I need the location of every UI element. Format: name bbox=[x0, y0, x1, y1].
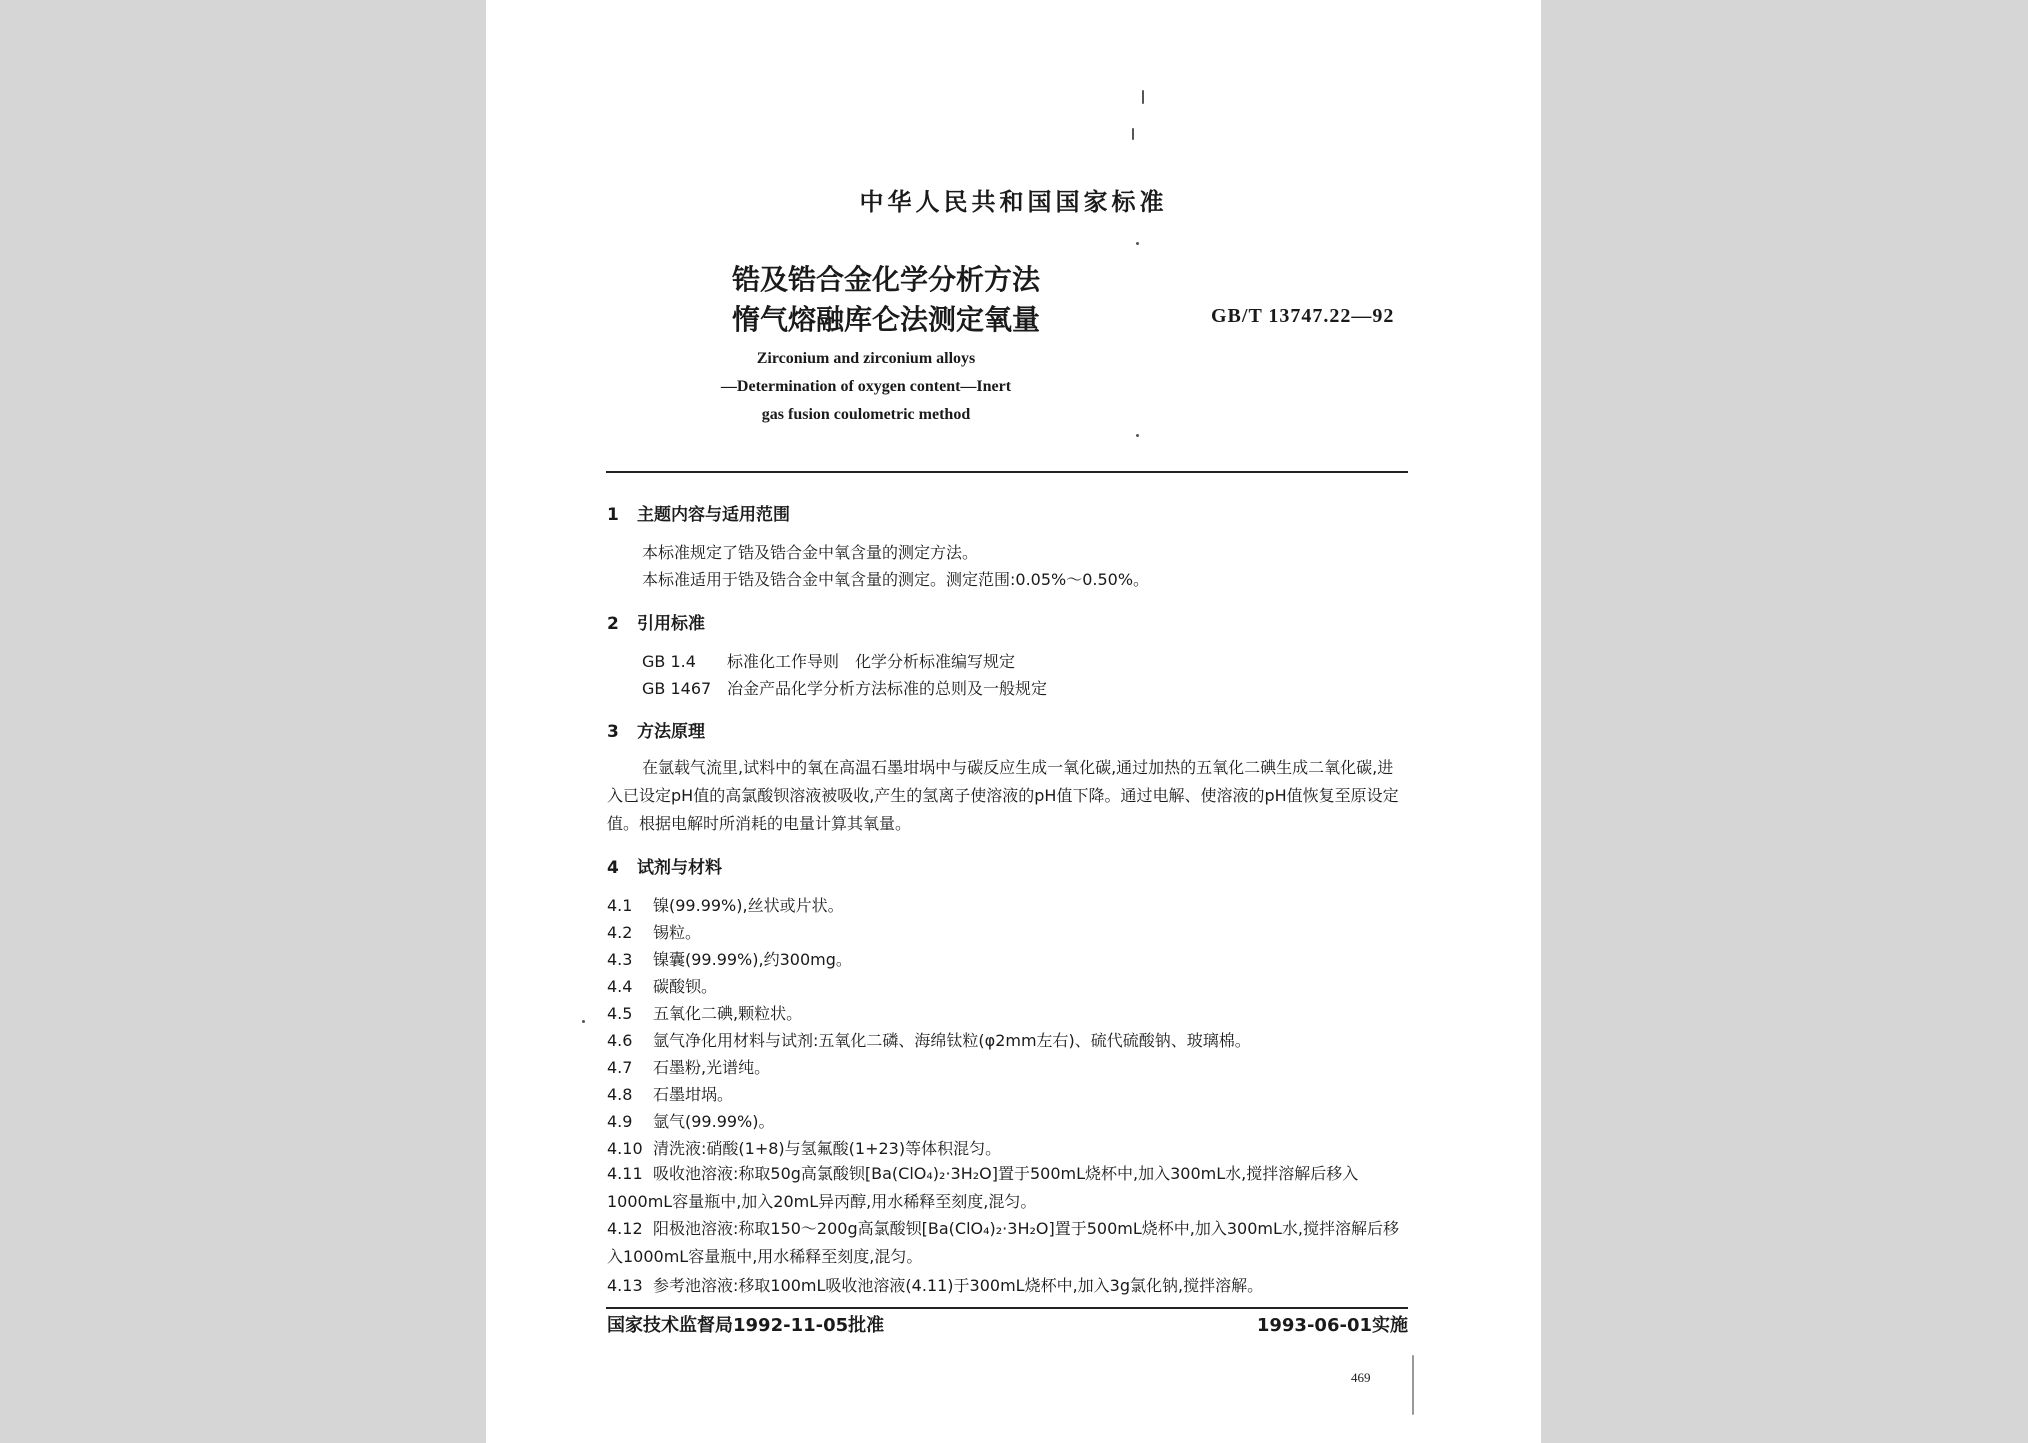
reference-text: 标准化工作导则 化学分析标准编写规定 bbox=[727, 652, 1016, 671]
page-number: 469 bbox=[1351, 1370, 1371, 1385]
item-text: 氩气(99.99%)。 bbox=[653, 1112, 775, 1131]
implementation-date: 1993-06-01实施 bbox=[1256, 1315, 1408, 1336]
item-text: 镍囊(99.99%),约300mg。 bbox=[653, 950, 852, 969]
list-item bbox=[607, 1082, 733, 1105]
item-number: 4.13 bbox=[607, 1276, 643, 1295]
reference-text: 冶金产品化学分析方法标准的总则及一般规定 bbox=[727, 679, 1048, 698]
section-4-heading bbox=[607, 853, 722, 878]
item-text: 五氧化二碘,颗粒状。 bbox=[653, 1004, 803, 1023]
item-text: 石墨坩埚。 bbox=[653, 1085, 734, 1104]
list-item bbox=[607, 893, 844, 916]
list-item bbox=[607, 1001, 802, 1024]
item-number: 4.8 bbox=[607, 1085, 633, 1104]
scan-speck bbox=[1132, 128, 1134, 140]
list-item bbox=[607, 1109, 775, 1132]
item-text: 锡粒。 bbox=[653, 923, 702, 942]
list-item bbox=[607, 1273, 1263, 1296]
item-number: 4.2 bbox=[607, 923, 633, 942]
item-number: 4.10 bbox=[607, 1139, 643, 1158]
section-number: 4 bbox=[607, 858, 619, 878]
section-title: 方法原理 bbox=[637, 722, 705, 742]
item-number: 4.1 bbox=[607, 896, 633, 915]
item-text: 吸收池溶液:称取50g高氯酸钡[Ba(ClO₄)₂·3H₂O]置于500mL烧杯中,加入300mL水,搅拌溶解后移入1000mL容量瓶中,加入20mL异丙醇,用水稀释至刻度,混匀。 bbox=[607, 1164, 1359, 1211]
section-number: 2 bbox=[607, 614, 619, 634]
country-standard-heading: 中华人民共和国国家标准 bbox=[859, 188, 1168, 216]
scan-speck bbox=[1136, 434, 1139, 437]
item-text: 镍(99.99%),丝状或片状。 bbox=[653, 896, 844, 915]
item-text: 氩气净化用材料与试剂:五氧化二磷、海绵钛粒(φ2mm左右)、硫代硫酸钠、玻璃棉。 bbox=[653, 1031, 1251, 1050]
section-1-paragraph-1: 本标准规定了锆及锆合金中氧含量的测定方法。 bbox=[642, 543, 979, 562]
list-item bbox=[607, 947, 852, 970]
reference-item bbox=[642, 676, 1047, 699]
scan-speck bbox=[582, 1020, 585, 1023]
item-number: 4.9 bbox=[607, 1112, 633, 1131]
scan-speck bbox=[1142, 90, 1144, 104]
item-number: 4.5 bbox=[607, 1004, 633, 1023]
list-item bbox=[607, 1215, 1407, 1271]
item-number: 4.6 bbox=[607, 1031, 633, 1050]
approval-date: 国家技术监督局1992-11-05批准 bbox=[607, 1315, 885, 1336]
scan-speck bbox=[1136, 242, 1139, 245]
item-number: 4.12 bbox=[607, 1219, 643, 1238]
standard-code: GB/T 13747.22—92 bbox=[1211, 305, 1395, 327]
reference-code: GB 1.4 bbox=[642, 652, 696, 671]
list-item bbox=[607, 1055, 770, 1078]
title-line-1: 锆及锆合金化学分析方法 bbox=[731, 263, 1040, 296]
list-item bbox=[607, 920, 701, 943]
section-1-heading bbox=[607, 500, 790, 525]
item-text: 石墨粉,光谱纯。 bbox=[653, 1058, 771, 1077]
english-title-line-1: Zirconium and zirconium alloys bbox=[756, 350, 976, 367]
section-number: 3 bbox=[607, 722, 619, 742]
section-3-heading bbox=[607, 717, 705, 742]
title-line-2: 惰气熔融库仑法测定氧量 bbox=[731, 303, 1040, 336]
item-number: 4.11 bbox=[607, 1164, 643, 1183]
list-item bbox=[607, 1136, 1001, 1159]
item-text: 碳酸钡。 bbox=[653, 977, 718, 996]
english-title-line-2: —Determination of oxygen content—Inert bbox=[720, 378, 1012, 395]
reference-code: GB 1467 bbox=[642, 679, 712, 698]
reference-item bbox=[642, 649, 1015, 672]
section-2-heading bbox=[607, 609, 705, 634]
item-number: 4.7 bbox=[607, 1058, 633, 1077]
list-item bbox=[607, 974, 717, 997]
section-3-paragraph: 在氩载气流里,试料中的氧在高温石墨坩埚中与碳反应生成一氧化碳,通过加热的五氧化二碘生成二氧化碳,进入已设定pH值的高氯酸钡溶液被吸收,产生的氢离子使溶液的pH值下降。通过电解、使溶液的pH值恢复至原设定值。根据电解时所消耗的电量计算其氧量。 bbox=[607, 758, 1399, 833]
item-text: 阳极池溶液:称取150～200g高氯酸钡[Ba(ClO₄)₂·3H₂O]置于500mL烧杯中,加入300mL水,搅拌溶解后移入1000mL容量瓶中,用水稀释至刻度,混匀。 bbox=[607, 1219, 1399, 1266]
scan-speck bbox=[1412, 1355, 1414, 1415]
section-title: 试剂与材料 bbox=[637, 858, 722, 878]
item-text: 清洗液:硝酸(1+8)与氢氟酸(1+23)等体积混匀。 bbox=[653, 1139, 1002, 1158]
section-number: 1 bbox=[607, 505, 619, 525]
top-divider bbox=[606, 471, 1408, 473]
section-1-paragraph-2: 本标准适用于锆及锆合金中氧含量的测定。测定范围:0.05%～0.50%。 bbox=[642, 570, 1150, 589]
item-number: 4.3 bbox=[607, 950, 633, 969]
list-item bbox=[607, 1028, 1251, 1051]
item-text: 参考池溶液:移取100mL吸收池溶液(4.11)于300mL烧杯中,加入3g氯化钠,搅拌溶解。 bbox=[653, 1276, 1264, 1295]
english-title-line-3: gas fusion coulometric method bbox=[761, 406, 971, 423]
document-page bbox=[486, 0, 1541, 1443]
bottom-divider bbox=[606, 1307, 1408, 1309]
section-title: 主题内容与适用范围 bbox=[637, 505, 790, 525]
section-title: 引用标准 bbox=[637, 614, 705, 634]
list-item bbox=[607, 1160, 1407, 1216]
item-number: 4.4 bbox=[607, 977, 633, 996]
